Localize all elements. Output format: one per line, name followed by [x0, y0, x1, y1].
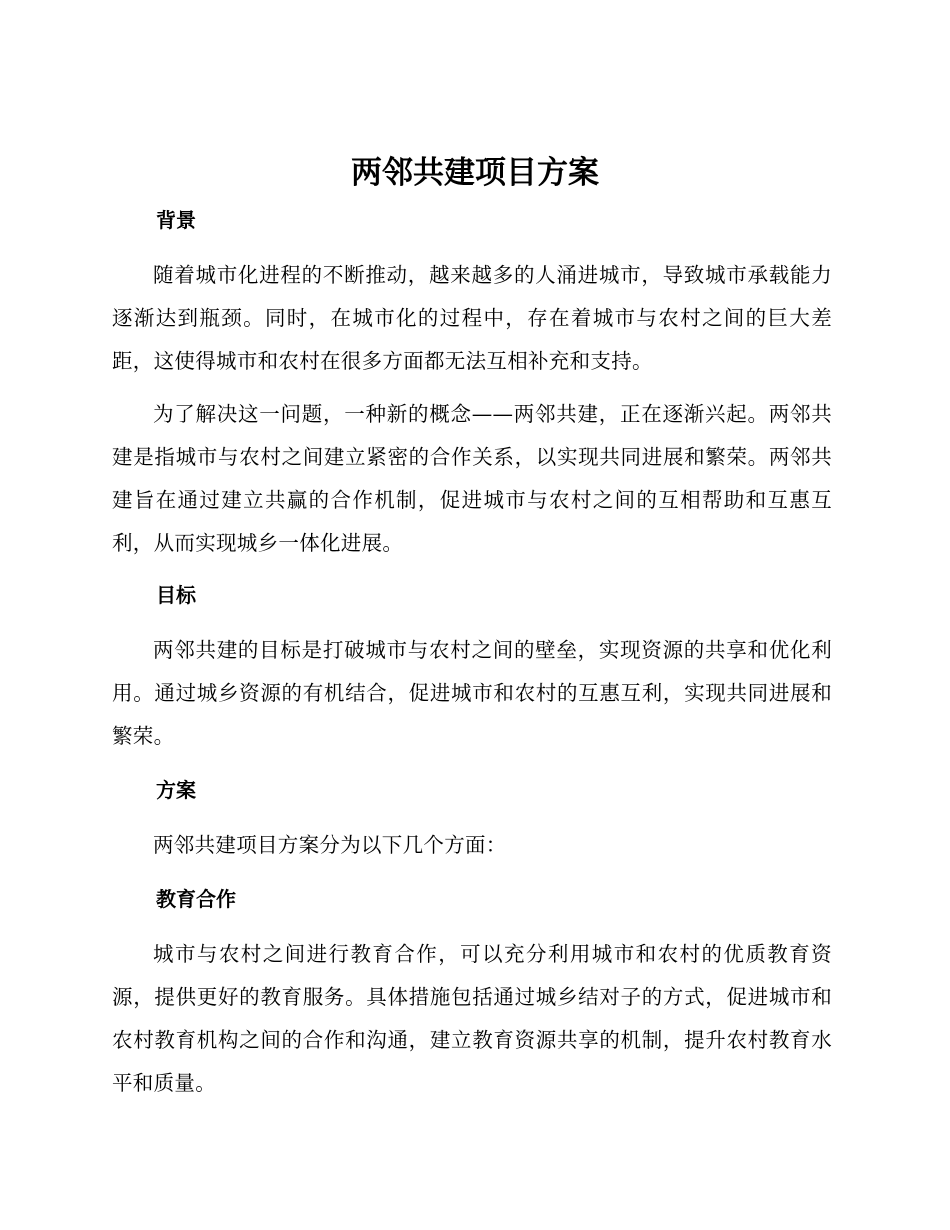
paragraph-background-1: 随着城市化进程的不断推动，越来越多的人涌进城市，导致城市承载能力逐渐达到瓶颈。同时，在城市化的过程中，存在着城市与农村之间的巨大差距，这使得城市和农村在很多方面都无法互相补充和支持。 — [112, 263, 832, 373]
paragraph-plan-intro: 两邻共建项目方案分为以下几个方面： — [153, 833, 507, 857]
section-heading-education: 教育合作 — [156, 887, 236, 911]
section-heading-plan: 方案 — [156, 778, 196, 802]
paragraph-background-2: 为了解决这一问题，一种新的概念——两邻共建，正在逐渐兴起。两邻共建是指城市与农村之间建立紧密的合作关系，以实现共同进展和繁荣。两邻共建旨在通过建立共赢的合作机制，促进城市与农村之间的互相帮助和互惠互利，从而实现城乡一体化进展。 — [112, 402, 832, 555]
section-heading-background: 背景 — [156, 208, 196, 232]
paragraph-education: 城市与农村之间进行教育合作，可以充分利用城市和农村的优质教育资源，提供更好的教育服务。具体措施包括通过城乡结对子的方式，促进城市和农村教育机构之间的合作和沟通，建立教育资源共享的机制，提升农村教育水平和质量。 — [112, 942, 832, 1095]
paragraph-goal: 两邻共建的目标是打破城市与农村之间的壁垒，实现资源的共享和优化利用。通过城乡资源的有机结合，促进城市和农村的互惠互利，实现共同进展和繁荣。 — [112, 638, 832, 748]
section-heading-goal: 目标 — [156, 583, 196, 607]
document-title: 两邻共建项目方案 — [351, 155, 599, 191]
